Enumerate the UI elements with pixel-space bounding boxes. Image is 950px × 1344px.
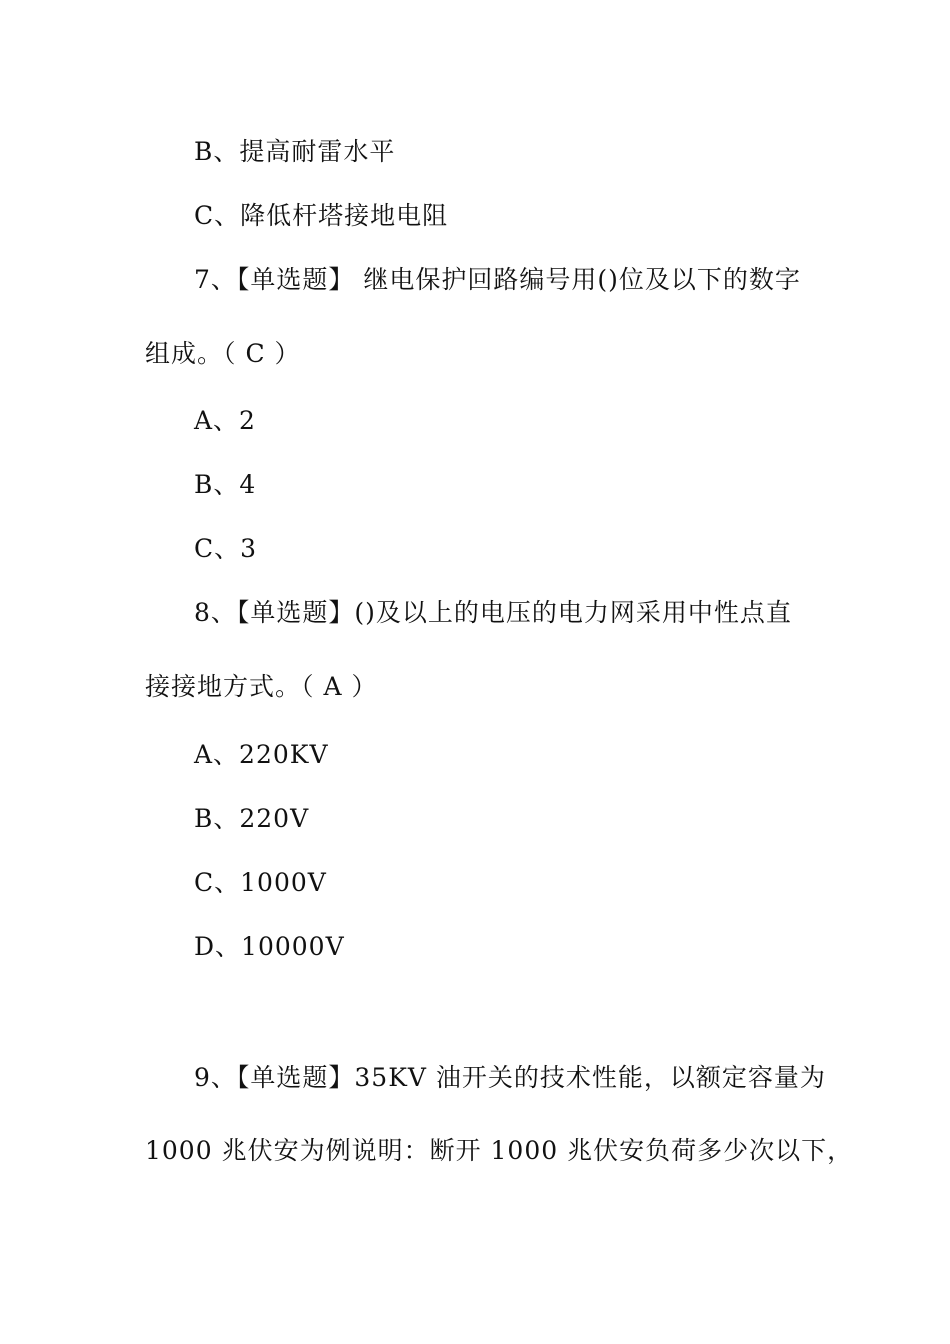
q8-stem-line2: 接接地方式。（ A ） xyxy=(145,672,378,701)
q8-option-a: A、220KV xyxy=(194,740,329,769)
q8-option-b: B、220V xyxy=(194,804,310,833)
q6-option-c: C、降低杆塔接地电阻 xyxy=(194,201,449,230)
q7-option-a: A、2 xyxy=(194,406,256,435)
q7-stem-line2: 组成。（ C ） xyxy=(145,339,301,368)
q9-stem-line1: 9、【单选题】35KV 油开关的技术性能，以额定容量为 xyxy=(194,1063,826,1092)
q7-option-c: C、3 xyxy=(194,534,258,563)
q6-option-b: B、提高耐雷水平 xyxy=(194,137,396,166)
q7-stem-line1: 7、【单选题】 继电保护回路编号用()位及以下的数字 xyxy=(194,265,801,294)
q8-option-d: D、10000V xyxy=(194,932,345,961)
q7-option-b: B、4 xyxy=(194,470,257,499)
q9-stem-line2: 1000 兆伏安为例说明：断开 1000 兆伏安负荷多少次以下， xyxy=(145,1136,854,1165)
q8-option-c: C、1000V xyxy=(194,868,327,897)
q8-stem-line1: 8、【单选题】()及以上的电压的电力网采用中性点直 xyxy=(194,598,792,627)
